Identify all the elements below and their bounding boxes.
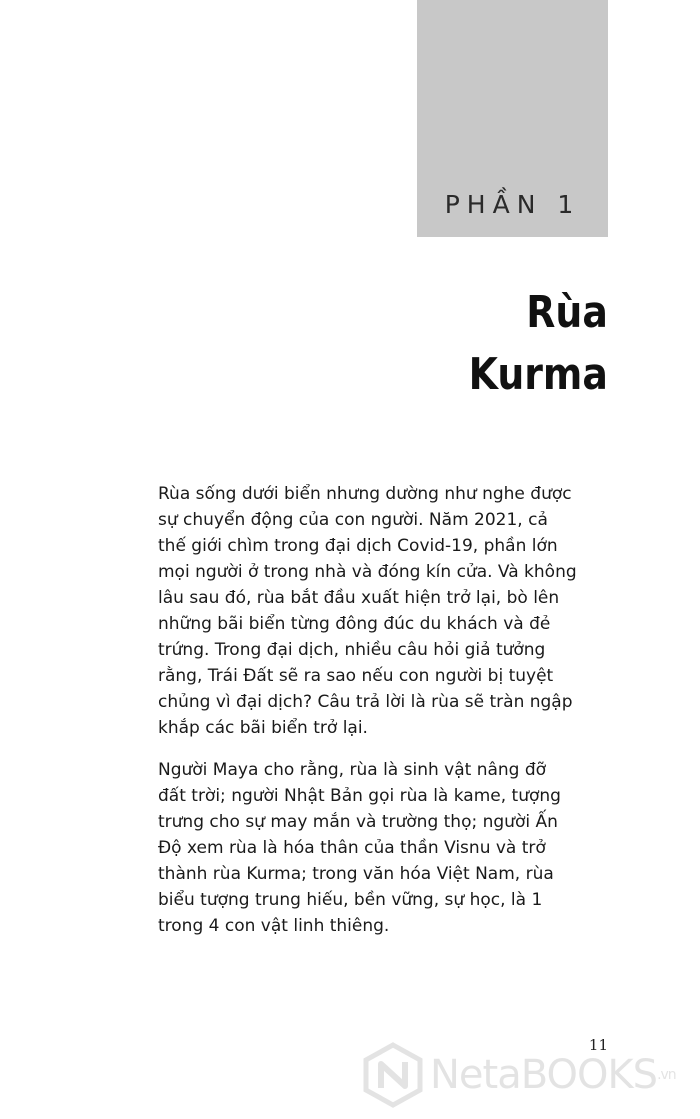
paragraph-2 xyxy=(158,757,608,939)
chapter-title-line-1: Rùa xyxy=(526,287,608,338)
text-line: thế giới chìm trong đại dịch Covid-19, phần lớn xyxy=(158,536,558,556)
chapter-title-line-2: Kurma xyxy=(468,349,608,400)
body-text xyxy=(158,481,608,955)
text-line: những bãi biển từng đông đúc du khách và đẻ xyxy=(158,614,551,634)
netabooks-logo-icon xyxy=(362,1042,424,1108)
watermark-tld: .vn xyxy=(657,1067,676,1083)
text-line: lâu sau đó, rùa bắt đầu xuất hiện trở lại, bò lên xyxy=(158,588,560,608)
part-label: PHẦN 1 xyxy=(444,190,581,219)
watermark-brand: NetaBOOKS xyxy=(430,1052,658,1098)
text-line: thành rùa Kurma; trong văn hóa Việt Nam, rùa xyxy=(158,864,554,884)
text-line: biểu tượng trung hiếu, bền vững, sự học, là 1 xyxy=(158,890,543,910)
text-line: đất trời; người Nhật Bản gọi rùa là kame, tượng xyxy=(158,786,561,806)
text-line: Rùa sống dưới biển nhưng dường như nghe được xyxy=(158,484,572,504)
text-line: sự chuyển động của con người. Năm 2021, cả xyxy=(158,510,548,530)
page-number: 11 xyxy=(588,1036,608,1054)
text-line: Người Maya cho rằng, rùa là sinh vật nâng đỡ xyxy=(158,760,547,780)
text-line: rằng, Trái Đất sẽ ra sao nếu con người bị tuyệt xyxy=(158,666,554,686)
text-line: Độ xem rùa là hóa thân của thần Visnu và trở xyxy=(158,838,546,858)
text-line: chủng vì đại dịch? Câu trả lời là rùa sẽ tràn ngập xyxy=(158,692,573,712)
watermark xyxy=(362,1040,676,1110)
text-line: khắp các bãi biển trở lại. xyxy=(158,718,368,738)
chapter-title xyxy=(469,282,608,406)
text-line: trưng cho sự may mắn và trường thọ; người Ấn xyxy=(158,812,558,832)
text-line: mọi người ở trong nhà và đóng kín cửa. Và không xyxy=(158,562,577,582)
paragraph-1 xyxy=(158,481,608,741)
text-line: trong 4 con vật linh thiêng. xyxy=(158,916,390,936)
text-line: trứng. Trong đại dịch, nhiều câu hỏi giả tưởng xyxy=(158,640,546,660)
